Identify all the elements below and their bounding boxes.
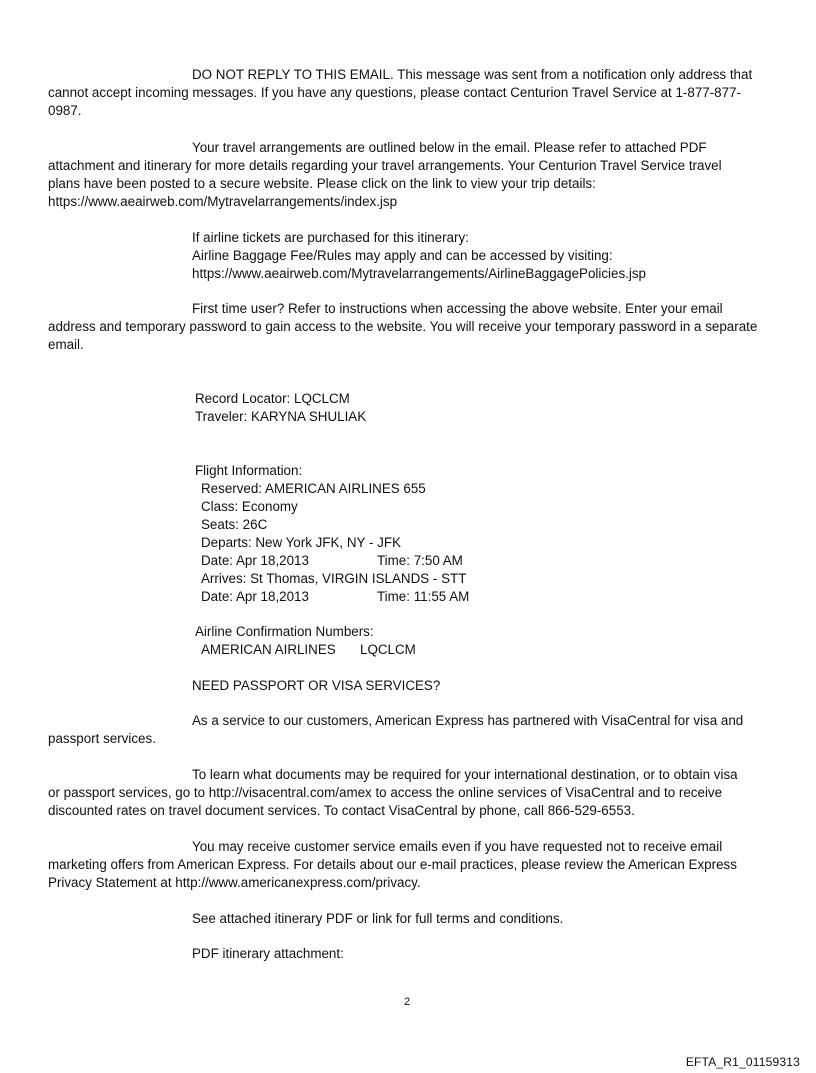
paragraph-line: address and temporary password to gain access to the website. You will receive your temporary password in a separate (48, 319, 758, 334)
visacentral-info-paragraph (48, 766, 793, 820)
paragraph-line: Airline Baggage Fee/Rules may apply and can be accessed by visiting: (192, 248, 613, 263)
paragraph-line: attachment and itinerary for more details regarding your travel arrangements. Your Centurion Travel Service travel (48, 158, 722, 173)
flight-class: Class: Economy (201, 499, 298, 514)
visacentral-partner-paragraph (48, 712, 793, 748)
travel-arrangements-paragraph (48, 139, 793, 211)
paragraph-line: 0987. (48, 103, 82, 118)
paragraph-line: or passport services, go to http://visacentral.com/amex to access the online services of VisaCentral and to receive (48, 785, 723, 800)
passport-visa-heading: NEED PASSPORT OR VISA SERVICES? (192, 678, 441, 693)
paragraph-line: To learn what documents may be required for your international destination, or to obtain visa (192, 767, 738, 782)
paragraph-line: DO NOT REPLY TO THIS EMAIL. This message was sent from a notification only address that (192, 67, 753, 82)
flight-arrives: Arrives: St Thomas, VIRGIN ISLANDS - STT (201, 571, 467, 586)
paragraph-line: cannot accept incoming messages. If you have any questions, please contact Centurion Travel Service at 1-877-877- (48, 85, 741, 100)
paragraph-line: discounted rates on travel document services. To contact VisaCentral by phone, call 866-529-6553. (48, 803, 635, 818)
paragraph-line: You may receive customer service emails even if you have requested not to receive email (192, 839, 723, 854)
paragraph-line: Privacy Statement at http://www.americanexpress.com/privacy. (48, 875, 421, 890)
page-number: 2 (404, 996, 411, 1008)
record-locator: Record Locator: LQCLCM (195, 391, 350, 406)
paragraph-line: If airline tickets are purchased for this itinerary: (192, 230, 469, 245)
paragraph-line: As a service to our customers, American Express has partnered with VisaCentral for visa and (192, 713, 744, 728)
paragraph-line: plans have been posted to a secure website. Please click on the link to view your trip details: (48, 176, 596, 191)
confirmation-airline: AMERICAN AIRLINES (201, 642, 336, 657)
paragraph-line: email. (48, 337, 84, 352)
baggage-policies-link[interactable]: https://www.aeairweb.com/Mytravelarrangements/AirlineBaggagePolicies.jsp (192, 266, 646, 281)
paragraph-line: Your travel arrangements are outlined below in the email. Please refer to attached PDF (192, 140, 707, 155)
flight-seats: Seats: 26C (201, 517, 268, 532)
email-practices-paragraph (48, 838, 793, 892)
no-reply-notice (48, 66, 793, 120)
paragraph-line: First time user? Refer to instructions when accessing the above website. Enter your email (192, 301, 723, 316)
paragraph-line: passport services. (48, 731, 156, 746)
paragraph-line: marketing offers from American Express. For details about our e-mail practices, please review the American Express (48, 857, 737, 872)
confirmation-heading: Airline Confirmation Numbers: (195, 624, 374, 639)
arrive-time: Time: 11:55 AM (377, 589, 470, 604)
confirmation-code: LQCLCM (360, 642, 416, 657)
flight-reserved: Reserved: AMERICAN AIRLINES 655 (201, 481, 426, 496)
traveler-name: Traveler: KARYNA SHULIAK (195, 409, 367, 424)
arrive-date: Date: Apr 18,2013 (201, 589, 309, 604)
depart-date: Date: Apr 18,2013 (201, 553, 309, 568)
pdf-attachment-label: PDF itinerary attachment: (192, 946, 344, 961)
document-id-footer: EFTA_R1_01159313 (685, 1055, 800, 1069)
flight-info-heading: Flight Information: (195, 463, 303, 478)
terms-note: See attached itinerary PDF or link for full terms and conditions. (192, 911, 564, 926)
first-time-user-paragraph (48, 300, 793, 354)
depart-time: Time: 7:50 AM (377, 553, 463, 568)
baggage-fee-paragraph (192, 229, 792, 283)
trip-details-link[interactable]: https://www.aeairweb.com/Mytravelarrangements/index.jsp (48, 194, 398, 209)
flight-departs: Departs: New York JFK, NY - JFK (201, 535, 401, 550)
